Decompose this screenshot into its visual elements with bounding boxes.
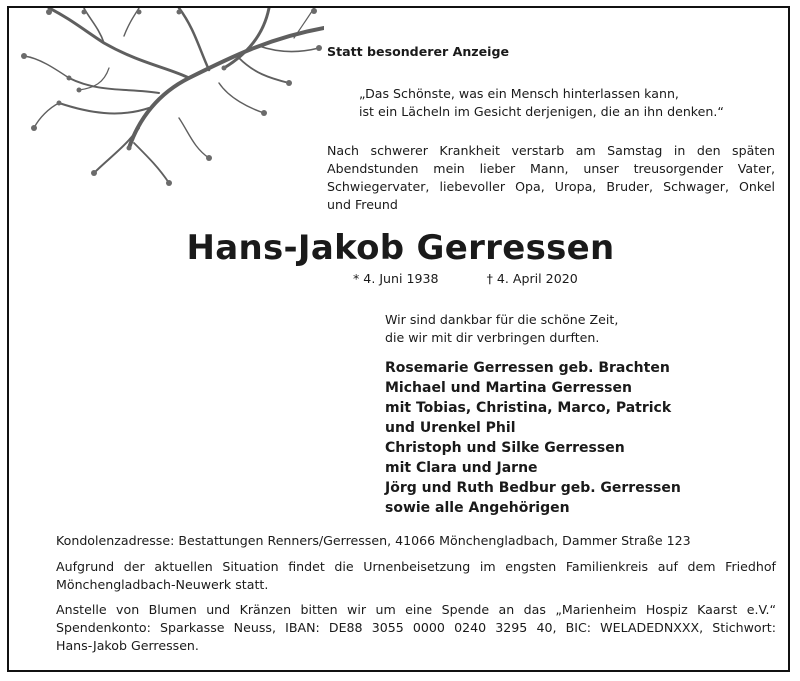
intro-line: Nach schwerer Krankheit verstarb am Samstag in den späten — [327, 143, 775, 158]
intro-line: Abendstunden mein lieber Mann, unser treusorgender Vater, — [327, 161, 775, 176]
burial-line: Mönchengladbach-Neuwerk statt. — [56, 577, 269, 592]
family-line: Jörg und Ruth Bedbur geb. Gerressen — [385, 480, 681, 496]
family-line: und Urenkel Phil — [385, 420, 516, 436]
thanks-line: die wir mit dir verbringen durften. — [385, 330, 600, 345]
condolence-address — [56, 532, 776, 550]
intro-line: Schwiegervater, liebevoller Opa, Uropa, Bruder, Schwager, Onkel — [327, 179, 775, 194]
memorial-quote — [359, 85, 779, 121]
intro-text — [327, 142, 775, 214]
burial-info — [56, 558, 776, 594]
notice-heading: Statt besonderer Anzeige — [327, 44, 510, 59]
family-line: Rosemarie Gerressen geb. Brachten — [385, 360, 670, 376]
condolence-line: Kondolenzadresse: Bestattungen Renners/Gerressen, 41066 Mönchengladbach, Dammer Straße 123 — [56, 533, 691, 548]
family-line: Michael und Martina Gerressen — [385, 380, 632, 396]
burial-line: Aufgrund der aktuellen Situation findet die Urnenbeisetzung im engsten Familienkreis auf dem Friedhof — [56, 559, 776, 574]
thanks-line: Wir sind dankbar für die schöne Zeit, — [385, 312, 619, 327]
quote-line: „Das Schönste, was ein Mensch hinterlassen kann, — [359, 86, 679, 101]
donation-line: Hans-Jakob Gerressen. — [56, 638, 199, 653]
donation-info — [56, 601, 776, 655]
family-line: Christoph und Silke Gerressen — [385, 440, 625, 456]
tree-branch-illustration — [9, 8, 324, 188]
death-date: † 4. April 2020 — [486, 271, 578, 286]
family-signatures — [385, 358, 681, 518]
birth-date: * 4. Juni 1938 — [353, 271, 439, 286]
deceased-name: Hans-Jakob Gerressen — [186, 228, 615, 268]
thanks-text — [385, 311, 618, 347]
quote-line: ist ein Lächeln im Gesicht derjenigen, die an ihn denken.“ — [359, 104, 724, 119]
family-line: mit Clara und Jarne — [385, 460, 538, 476]
family-line: sowie alle Angehörigen — [385, 500, 570, 516]
donation-line: Spendenkonto: Sparkasse Neuss, IBAN: DE88 3055 0000 0240 3295 40, BIC: WELADEDNXXX, Stichwort: — [56, 620, 776, 635]
family-line: mit Tobias, Christina, Marco, Patrick — [385, 400, 672, 416]
life-dates — [353, 270, 578, 288]
donation-line: Anstelle von Blumen und Kränzen bitten wir um eine Spende an das „Marienheim Hospiz Kaarst e.V.“ — [56, 602, 776, 617]
obituary-notice — [7, 6, 790, 672]
intro-line: und Freund — [327, 197, 398, 212]
